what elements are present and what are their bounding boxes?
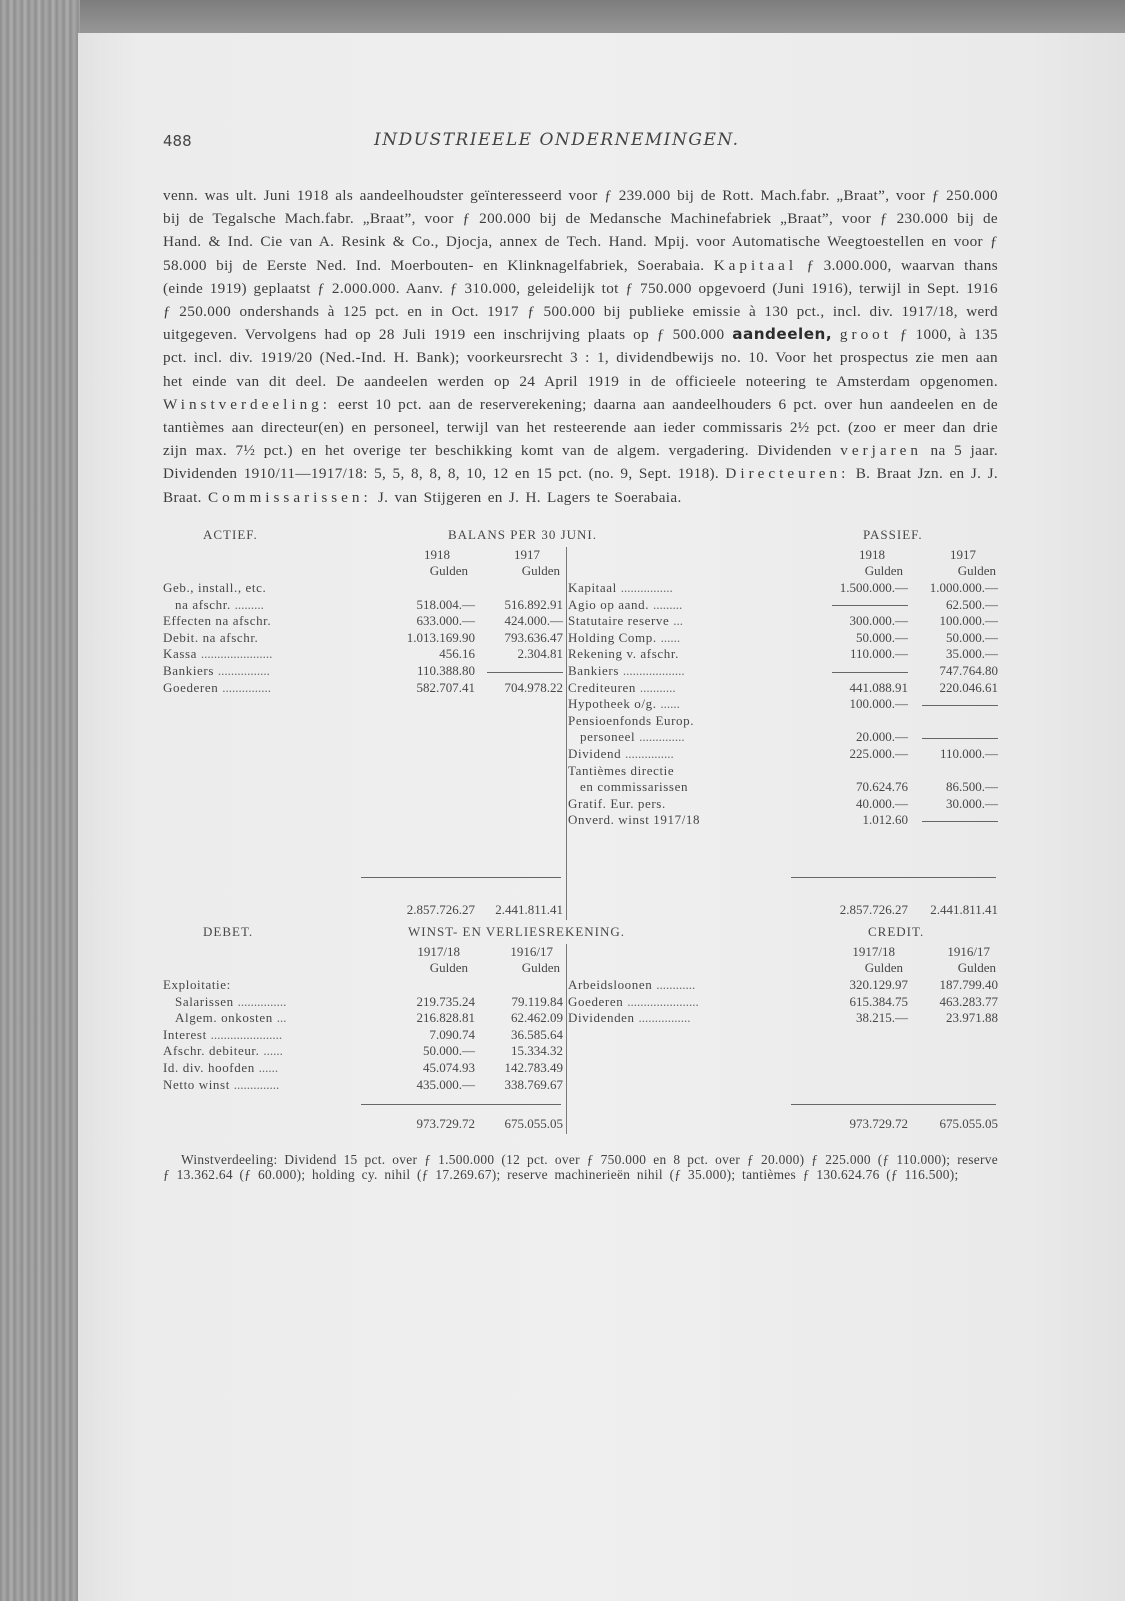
balance-sheet [163,527,998,920]
total-credit-1916-17: 675.055.05 [939,1115,998,1131]
table-row [568,746,998,763]
row-value: 100.000.— [939,613,998,629]
leader-dots: ...................... [627,993,699,1009]
table-row [568,729,998,746]
year-header: 1918 [859,546,885,562]
row-label-text: en commissarissen [580,779,689,795]
row-label [568,580,673,596]
row-value: 70.624.76 [856,779,908,795]
row-label-text: Exploitatie: [163,977,231,993]
row-label-text: Rekening v. afschr. [568,646,679,662]
leader-dots: ......... [234,596,264,612]
row-label-text: Goederen [163,679,219,695]
table-row [163,1043,565,1060]
passief-rows [568,580,998,829]
row-label-text: Tantièmes directie [568,762,675,778]
row-label-text: Algem. onkosten [175,1010,273,1026]
paragraph-dividends: na 5 jaar. Dividenden 1910/11—1917/18: 5, 5, 8, 8, 8, 10, 12 en 15 pct. (no. 9, Sept. 1918). [163,442,998,483]
profit-loss-title: WINST- EN VERLIESREKENING. [408,923,626,939]
row-value: 36.585.64 [511,1026,563,1042]
row-value: 300.000.— [849,613,908,629]
row-label [175,597,264,613]
leader-dots: ............ [656,977,696,993]
year-header: 1917/18 [417,943,460,959]
passief-title: PASSIEF. [863,526,923,542]
leader-dots: ................... [622,663,685,678]
nil-dash [922,738,998,739]
label-aandeelen: aandeelen, [732,325,833,344]
row-label [568,597,682,613]
row-label [163,630,258,646]
table-row [163,1010,565,1027]
table-row [568,779,998,796]
actief-rows [163,580,565,696]
nil-dash [487,672,563,673]
row-label [175,994,286,1010]
total-rule [361,877,561,878]
total-actief-1918: 2.857.726.27 [406,901,475,917]
row-value: 62.462.09 [511,1010,563,1026]
balance-title: BALANS PER 30 JUNI. [448,526,598,542]
table-row [163,1077,565,1094]
row-value: 50.000.— [423,1043,475,1059]
table-row [568,977,998,994]
row-label [568,796,666,812]
leader-dots: .............. [639,729,685,745]
leader-dots: ............... [237,993,287,1009]
row-label-text: Debit. na afschr. [163,629,259,645]
year-header: 1916/17 [947,943,990,959]
unit-header: Gulden [957,960,996,976]
label-groot: groot [839,326,892,344]
row-label-text: Kapitaal [568,580,617,596]
row-value: 20.000.— [856,729,908,745]
debet-column [163,944,565,1093]
row-label [568,663,685,679]
row-value: 518.004.— [416,596,475,612]
page-content [163,130,998,1183]
label-directeuren: Directeuren: [725,465,850,483]
row-value: 7.090.74 [429,1026,475,1042]
total-rule [361,1104,561,1105]
leader-dots: ............... [222,679,271,695]
unit-header: Gulden [864,960,903,976]
row-label [568,746,674,762]
table-row [568,763,998,780]
page-number: 488 [163,132,192,150]
running-head [163,130,998,160]
table-row [163,663,565,680]
running-head-title: INDUSTRIEELE ONDERNEMINGEN. [374,130,740,150]
row-value: 220.046.61 [939,679,998,695]
row-value: 86.500.— [946,779,998,795]
row-value: 110.000.— [939,745,998,761]
row-label-text: Crediteuren [568,679,636,695]
unit-header: Gulden [957,563,996,579]
profit-loss-totals [163,1116,998,1146]
table-row [163,680,565,697]
row-label [163,1043,283,1059]
row-value: 45.074.93 [423,1060,475,1075]
leader-dots: ...................... [210,1026,283,1042]
unit-header: Gulden [429,563,468,579]
row-value: 1.000.000.— [929,580,998,596]
row-label [568,977,695,993]
row-label-text: na afschr. [175,596,231,612]
total-actief-1917: 2.441.811.41 [495,901,563,917]
balance-totals [163,902,998,920]
row-label [163,580,266,596]
book-spine-edge [0,0,80,1601]
label-kapitaal: Kapitaal [713,256,798,274]
leader-dots: ...... [263,1043,283,1059]
row-label-text: Dividend [568,745,622,761]
table-row [568,696,998,713]
nil-dash [922,821,998,822]
row-label-text: personeel [580,729,636,745]
table-row [568,646,998,663]
row-label-text: Pensioenfonds Europ. [568,712,695,728]
leader-dots: ......... [652,596,683,612]
unit-header: Gulden [521,563,560,579]
leader-dots: ...... [660,696,680,712]
total-rule [791,877,996,878]
table-row [568,580,998,597]
row-value: 424.000.— [504,613,563,629]
column-divider [566,944,567,1116]
row-value: 435.000.— [416,1076,475,1092]
table-row [568,796,998,813]
row-label [568,812,700,828]
profit-loss-header [163,924,998,944]
nil-dash [832,605,908,606]
row-value: 704.978.22 [504,679,563,695]
row-value: 747.764.80 [939,663,998,678]
table-row [163,977,565,994]
row-value: 320.129.97 [849,977,908,993]
row-label [163,1027,282,1043]
table-row [163,580,565,597]
table-row [163,613,565,630]
row-value: 142.783.49 [504,1060,563,1075]
row-label-text: Gratif. Eur. pers. [568,795,666,811]
row-label [568,680,676,696]
row-label-text: Arbeidsloonen [568,977,653,993]
passief-column [568,547,998,829]
row-value: 456.16 [439,646,475,662]
row-value: 100.000.— [849,696,908,712]
row-label-text: Interest [163,1026,207,1042]
table-row [568,1010,998,1027]
row-label-text: Agio op aand. [568,596,650,612]
table-row [163,597,565,614]
row-value: 15.334.32 [511,1043,563,1059]
profit-distribution-note: Winstverdeeling: Dividend 15 pct. over ƒ 1.500.000 (12 pct. over ƒ 750.000 en 8 pct. over ƒ 20.000) ƒ 225.000 (ƒ 110.000); reserve ƒ 13.362.64 (ƒ 60.000); holding cy. nihil (ƒ 17.269.67); reserve machinerieën nihil (ƒ 35.000); tantièmes ƒ 130.624.76 (ƒ 116.500); [163,1151,998,1183]
table-row [568,812,998,829]
total-credit-1917-18: 973.729.72 [849,1115,908,1131]
row-label-text: Statutaire reserve [568,613,670,629]
row-value: 79.119.84 [511,993,563,1009]
column-divider [566,902,567,920]
row-value: 30.000.— [946,795,998,811]
actief-title: ACTIEF. [203,526,258,542]
row-label [163,680,271,696]
table-row [568,994,998,1011]
paragraph-commissioners: J. van Stijgeren en J. H. Lagers te Soerabaia. [377,488,682,506]
label-commissarissen: Commissarissen: [207,488,372,506]
credit-title: CREDIT. [868,923,925,939]
row-label [580,729,685,745]
row-label [163,1060,278,1076]
leader-dots: ...................... [200,646,273,662]
year-header: 1917 [950,546,976,562]
row-label [568,630,680,646]
row-value: 633.000.— [416,613,475,629]
row-value: 1.013.169.90 [406,629,475,645]
row-value: 463.283.77 [939,993,998,1009]
balance-sheet-body [163,547,998,902]
column-divider [566,1116,567,1134]
row-value: 2.304.81 [517,646,563,662]
label-verjaren: verjaren [840,442,922,460]
table-row [568,680,998,697]
row-label-text: Afschr. debiteur. [163,1043,260,1059]
row-value: 225.000.— [849,745,908,761]
row-value [922,812,998,828]
leader-dots: ...... [660,629,681,645]
profit-loss-account [163,924,998,1146]
label-winstverdeeling: Winstverdeeling: [163,395,331,413]
total-passief-1917: 2.441.811.41 [930,901,998,917]
row-label-text: Bankiers [568,663,620,678]
row-value: 338.769.67 [504,1076,563,1092]
row-value: 40.000.— [856,795,908,811]
row-label-text: Hypotheek o/g. [568,696,657,712]
table-row [568,613,998,630]
row-value: 219.735.24 [416,993,475,1009]
row-value: 110.000.— [849,646,908,662]
row-label-text: Dividenden [568,1010,635,1026]
row-label [568,994,699,1010]
row-label-text: Salarissen [175,993,234,1009]
credit-column [568,944,998,1027]
row-value [922,729,998,745]
row-label [175,1010,286,1026]
nil-dash [832,672,908,673]
credit-rows [568,977,998,1027]
table-row [163,630,565,647]
leader-dots: ... [673,613,684,629]
row-value: 23.971.88 [946,1010,998,1026]
total-rule [791,1104,996,1105]
column-divider [566,547,567,902]
year-header: 1917 [514,546,540,562]
leader-dots: ... [276,1010,287,1026]
row-label [163,977,231,993]
row-label [568,646,679,662]
row-value: 582.707.41 [416,679,475,695]
row-label-text: Bankiers [163,663,215,678]
row-label [568,713,694,729]
row-label [568,696,680,712]
row-value: 62.500.— [946,596,998,612]
paragraph-listing: ƒ 1000, à 135 pct. incl. div. 1919/20 (Ned.-Ind. H. Bank); voorkeursrecht 3 : 1, dividendbewijs no. 10. Voor het prospectus zie men aan het einde van dit deel. De aandeelen werden op 24 April 1919 in de officieele noteering te Amsterdam opgenomen. [163,326,998,390]
row-value: 38.215.— [856,1010,908,1026]
row-label-text: Onverd. winst 1917/18 [568,812,701,828]
row-label [163,646,272,662]
table-row [163,1027,565,1044]
row-value: 50.000.— [856,629,908,645]
table-row [568,713,998,730]
row-label [568,763,674,779]
row-label-text: Goederen [568,993,624,1009]
leader-dots: ................ [217,663,270,678]
row-value [832,663,908,679]
actief-column [163,547,565,696]
table-row [163,646,565,663]
row-label [163,1077,279,1093]
table-row [568,597,998,614]
row-value: 615.384.75 [849,993,908,1009]
year-header: 1917/18 [852,943,895,959]
year-header: 1918 [424,546,450,562]
row-label-text: Geb., install., etc. [163,580,267,596]
leader-dots: ................ [638,1010,691,1026]
table-row [163,994,565,1011]
paragraph-holdings: venn. was ult. Juni 1918 als aandeelhoudster geïnteresseerd voor ƒ 239.000 bij de Rott. Mach.fabr. „Braat”, voor ƒ 250.000 bij de Tegalsche Mach.fabr. „Braat”, voor ƒ 200.000 bij de Medansche Machinefabriek „Braat”, voor ƒ 230.000 bij de Hand. & Ind. Cie van A. Resink & Co., Djocja, annex de Tech. Hand. Mpij. voor Automatische Weegtoestellen en voor ƒ 58.000 bij de Eerste Ned. Ind. Moerbouten- en Klinknagelfabriek, Soerabaia. [163,187,998,274]
nil-dash [922,705,998,706]
total-passief-1918: 2.857.726.27 [839,901,908,917]
leader-dots: ........... [639,679,676,695]
row-label [580,779,688,795]
total-debet-1916-17: 675.055.05 [504,1115,563,1131]
row-value: 793.636.47 [504,629,563,645]
row-label-text: Holding Comp. [568,629,657,645]
paragraph-directors: B. Braat Jzn. en J. J. Braat. [163,465,998,506]
table-row [163,1060,565,1077]
row-value: 1.012.60 [862,812,908,828]
row-value: 187.799.40 [939,977,998,993]
unit-header: Gulden [521,960,560,976]
row-label-text: Kassa [163,646,198,662]
unit-header: Gulden [864,563,903,579]
paragraph-capital: ƒ 3.000.000, waarvan thans (einde 1919) geplaatst ƒ 2.000.000. Aanv. ƒ 310.000, geleidelijk tot ƒ 750.000 opgevoerd (Juni 1916), terwijl in Sept. 1916 ƒ 250.000 ondershands à 125 pct. en in Oct. 1917 ƒ 500.000 bij publieke emissie à 130 pct., incl. div. 1917/18, werd uitgegeven. Vervolgens had op 28 Juli 1919 een inschrijving plaats op ƒ 500.000 [163,256,998,344]
row-value: 441.088.91 [849,679,908,695]
row-label-text: Netto winst [163,1076,230,1092]
row-label [568,1010,691,1026]
debet-title: DEBET. [203,923,254,939]
leader-dots: ...... [258,1060,279,1075]
row-label-text: Effecten na afschr. [163,613,272,629]
row-value: 50.000.— [946,629,998,645]
year-header: 1916/17 [510,943,553,959]
row-label [163,613,271,629]
leader-dots: ............... [625,745,674,761]
profit-loss-body [163,944,998,1116]
unit-header: Gulden [429,960,468,976]
row-label-text: Id. div. hoofden [163,1060,255,1075]
table-row [568,630,998,647]
table-row [568,663,998,680]
row-label [568,613,683,629]
leader-dots: ................ [620,580,673,596]
row-value: 35.000.— [946,646,998,662]
row-label [163,663,270,679]
total-debet-1917-18: 973.729.72 [416,1115,475,1131]
row-value: 216.828.81 [416,1010,475,1026]
balance-sheet-header [163,527,998,547]
company-description [163,184,998,509]
row-value: 516.892.91 [504,596,563,612]
debet-rows [163,977,565,1093]
leader-dots: .............. [233,1076,280,1092]
row-value [922,696,998,712]
row-value [832,597,908,613]
paragraph-profit-distribution: eerst 10 pct. aan de reserverekening; daarna aan aandeelhouders 6 pct. over hun aandeelen en de tantièmes aan directeur(en) en personeel, terwijl van het resteerende aan ieder commissaris 2½ pct. (zoo er meer dan drie zijn max. 7½ pct.) en het overige ter beschikking komt van de algem. vergadering. Dividenden [163,395,998,460]
row-value [487,663,563,679]
row-value: 110.388.80 [416,663,475,678]
row-value: 1.500.000.— [839,580,908,596]
